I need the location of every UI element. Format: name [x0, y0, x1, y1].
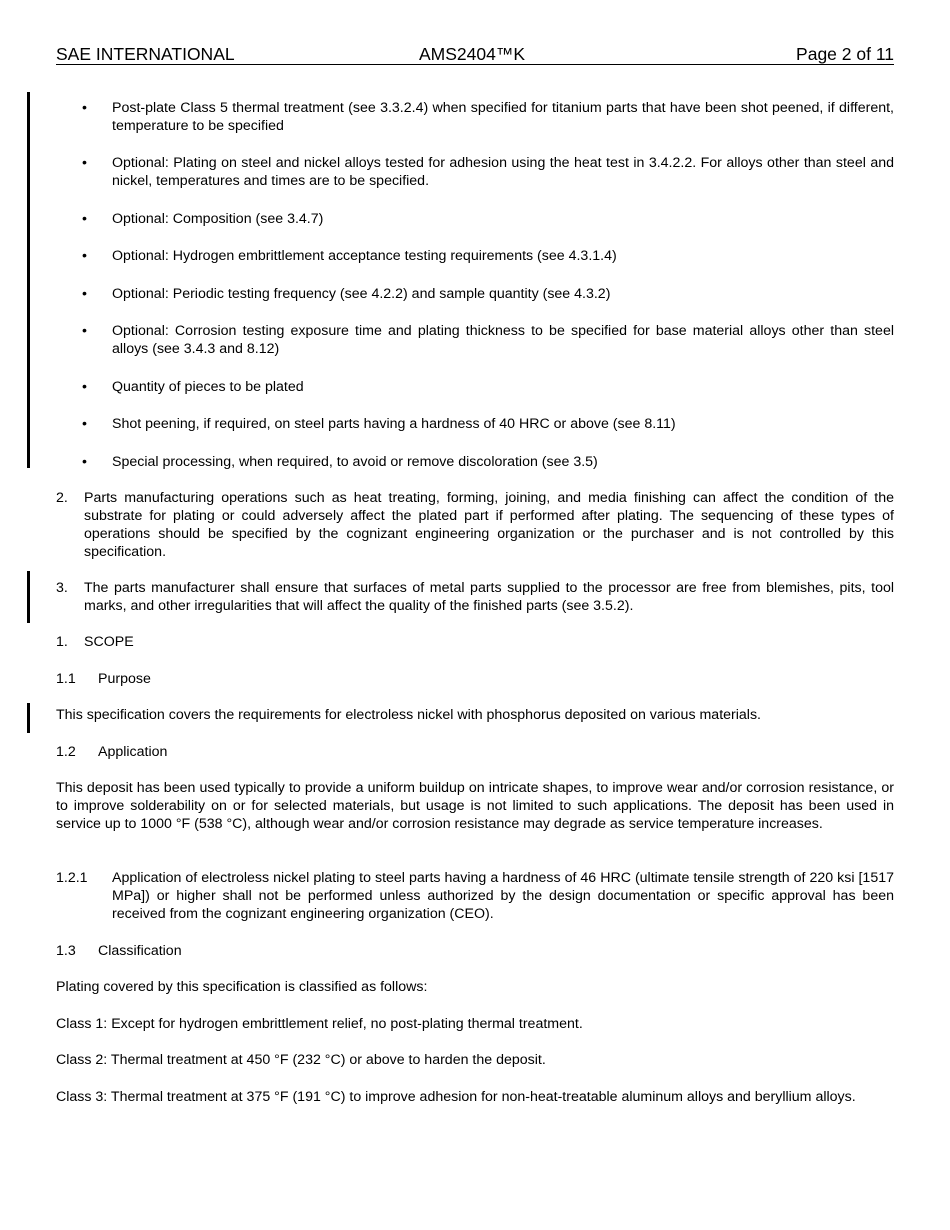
- section-number: 1.: [56, 634, 68, 650]
- section-title: Purpose: [98, 671, 151, 687]
- class-item: Class 2: Thermal treatment at 450 °F (232 °C) or above to harden the deposit.: [56, 1052, 546, 1068]
- paragraph: Plating covered by this specification is classified as follows:: [56, 979, 428, 995]
- list-item-text: Optional: Periodic testing frequency (see 4.2.2) and sample quantity (see 4.3.2): [112, 286, 611, 302]
- list-item-text: Special processing, when required, to avoid or remove discoloration (see 3.5): [112, 454, 598, 470]
- class-item: Class 3: Thermal treatment at 375 °F (191 °C) to improve adhesion for non-heat-treatable aluminum alloys and beryllium alloys.: [56, 1089, 856, 1105]
- section-title: Classification: [98, 943, 182, 959]
- bullet-icon: •: [82, 248, 87, 264]
- section-number: 1.3: [56, 943, 76, 959]
- bullet-icon: •: [82, 416, 87, 432]
- section-title: SCOPE: [84, 634, 134, 650]
- bullet-icon: •: [82, 454, 87, 470]
- note-text: Parts manufacturing operations such as heat treating, forming, joining, and media finishing can affect the condition of the substrate for plating or could adversely affect the plated part if performed after plating. The sequencing of these types of operations should be specified by the cognizant engineering organization or the purchaser and is not controlled by this specification.: [84, 490, 894, 560]
- list-item-text: Optional: Corrosion testing exposure time and plating thickness to be specified for base material alloys other than steel alloys (see 3.4.3 and 8.12): [112, 323, 894, 357]
- list-item-text: Quantity of pieces to be plated: [112, 379, 304, 395]
- note-text: The parts manufacturer shall ensure that surfaces of metal parts supplied to the processor are free from blemishes, pits, tool marks, and other irregularities that will affect the quality of the finished parts (see 3.5.2).: [84, 580, 894, 614]
- list-item-text: Post-plate Class 5 thermal treatment (see 3.3.2.4) when specified for titanium parts that have been shot peened, if different, temperature to be specified: [112, 100, 894, 134]
- class-item: Class 1: Except for hydrogen embrittlement relief, no post-plating thermal treatment.: [56, 1016, 583, 1032]
- note-number: 3.: [56, 580, 68, 596]
- bullet-icon: •: [82, 100, 87, 116]
- section-number: 1.1: [56, 671, 76, 687]
- list-item-text: Optional: Plating on steel and nickel alloys tested for adhesion using the heat test in 3.4.2.2. For alloys other than steel and nickel, temperatures and times are to be specified.: [112, 155, 894, 189]
- header-document-id: AMS2404™K: [419, 44, 526, 64]
- change-bar: [27, 703, 30, 733]
- header-page-number: Page 2 of 11: [796, 44, 894, 64]
- paragraph: This specification covers the requirements for electroless nickel with phosphorus deposited on various materials.: [56, 707, 761, 723]
- bullet-icon: •: [82, 323, 87, 339]
- bullet-icon: •: [82, 155, 87, 171]
- list-item-text: Optional: Hydrogen embrittlement acceptance testing requirements (see 4.3.1.4): [112, 248, 617, 264]
- subsection-number: 1.2.1: [56, 870, 88, 886]
- list-item-text: Shot peening, if required, on steel parts having a hardness of 40 HRC or above (see 8.11): [112, 416, 676, 432]
- bullet-icon: •: [82, 286, 87, 302]
- subsection-text: Application of electroless nickel plating to steel parts having a hardness of 46 HRC (ultimate tensile strength of 220 ksi [1517 MPa]) or higher shall not be performed unless authorized by the design documentation or specific approval has been received from the cognizant engineering organization (CEO).: [112, 870, 894, 922]
- section-number: 1.2: [56, 744, 76, 760]
- change-bar: [27, 92, 30, 468]
- change-bar: [27, 571, 30, 623]
- bullet-icon: •: [82, 379, 87, 395]
- header-organization: SAE INTERNATIONAL: [56, 44, 235, 64]
- page-header: [56, 44, 894, 65]
- note-number: 2.: [56, 490, 68, 506]
- list-item-text: Optional: Composition (see 3.4.7): [112, 211, 324, 227]
- section-title: Application: [98, 744, 168, 760]
- paragraph: This deposit has been used typically to provide a uniform buildup on intricate shapes, to improve wear and/or corrosion resistance, or to improve solderability on or for selected materials, but usage is not limited to such applications. The deposit has been used in service up to 1000 °F (538 °C), although wear and/or corrosion resistance may degrade as service temperature increases.: [56, 780, 894, 832]
- bullet-icon: •: [82, 211, 87, 227]
